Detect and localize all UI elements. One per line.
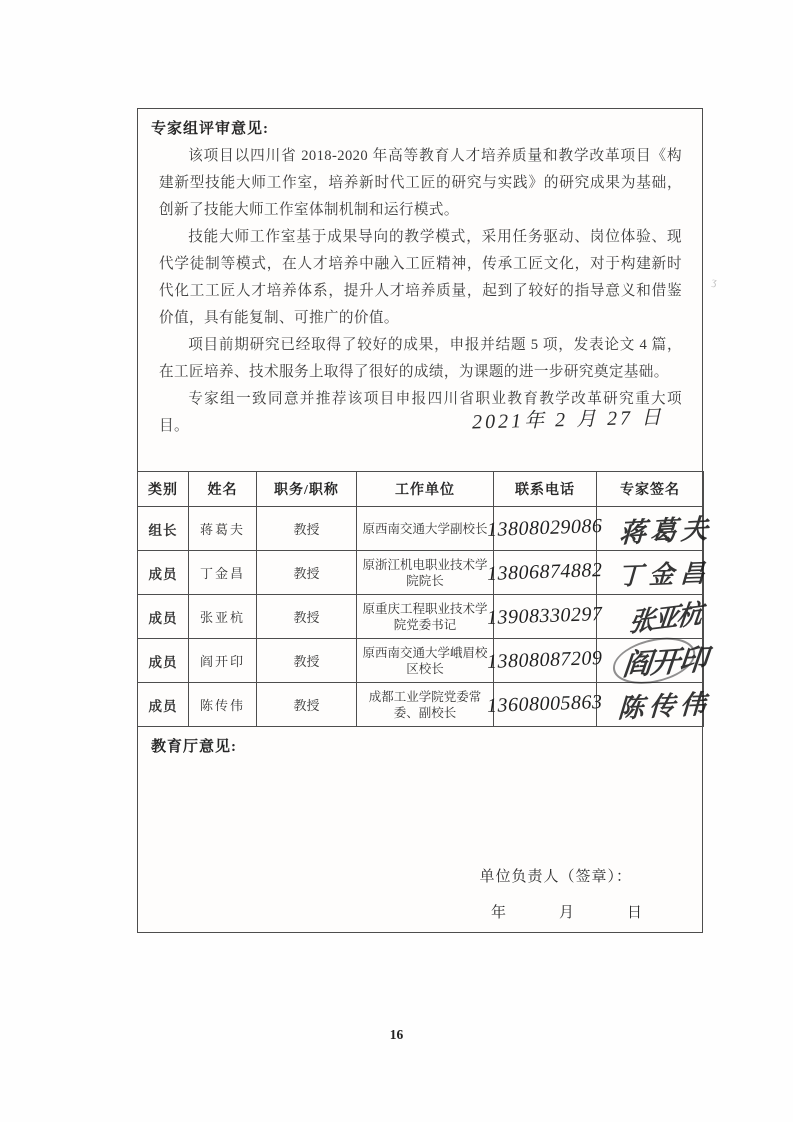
header-phone: 联系电话 xyxy=(494,472,597,507)
expert-opinion-section xyxy=(138,109,702,471)
handwritten-signature: 陈传伟 xyxy=(617,689,713,724)
table-header-row xyxy=(138,472,704,507)
page-number: 16 xyxy=(389,1027,404,1042)
scan-artifact: ʒ xyxy=(710,275,719,289)
cell-category: 组长 xyxy=(138,507,189,551)
cell-title: 教授 xyxy=(257,595,357,639)
handwritten-signature: 蒋葛夫 xyxy=(617,513,713,549)
year-month-day-line: 年 月 日 xyxy=(490,905,644,921)
cell-category: 成员 xyxy=(138,639,189,683)
table-row xyxy=(138,639,704,683)
cell-organization: 原西南交通大学峨眉校区校长 xyxy=(357,639,494,683)
cell-phone xyxy=(486,639,604,683)
opinion-paragraph: 项目前期研究已经取得了较好的成果，申报并结题 5 项，发表论文 4 篇，在工匠培养、技术服务上取得了很好的成绩，为课题的进一步研究奠定基础。 xyxy=(159,337,682,380)
review-form xyxy=(137,108,713,933)
experts-table xyxy=(137,471,713,727)
cell-category: 成员 xyxy=(138,551,189,595)
header-title: 职务/职称 xyxy=(257,472,357,507)
handwritten-date: 2021年 2 月 27 日 xyxy=(471,406,665,434)
handwritten-phone: 13908330297 xyxy=(486,602,604,630)
cell-title: 教授 xyxy=(257,639,357,683)
department-opinion-title: 教育厅意见: xyxy=(151,739,237,755)
cell-name: 阎开印 xyxy=(189,639,257,683)
header-name: 姓名 xyxy=(189,472,257,507)
handwritten-signature: 阎开印 xyxy=(621,637,709,684)
department-opinion-section xyxy=(138,727,702,934)
handwritten-phone: 13608005863 xyxy=(486,690,604,718)
header-signature: 专家签名 xyxy=(597,472,704,507)
expert-opinion-body xyxy=(151,143,682,440)
cell-name: 张亚杭 xyxy=(189,595,257,639)
cell-phone xyxy=(486,595,604,639)
unit-responsible-signature-label: 单位负责人（签章）： xyxy=(479,869,632,885)
handwritten-signature: 张亚杭 xyxy=(627,599,703,638)
cell-name: 丁金昌 xyxy=(189,551,257,595)
cell-signature xyxy=(597,683,713,727)
cell-phone xyxy=(486,507,604,551)
handwritten-phone: 13808029086 xyxy=(486,514,604,542)
handwritten-signature: 丁金昌 xyxy=(617,559,712,591)
cell-signature xyxy=(597,551,712,595)
cell-title: 教授 xyxy=(257,551,357,595)
opinion-paragraph: 技能大师工作室基于成果导向的教学模式，采用任务驱动、岗位体验、现代学徒制等模式，在人才培养中融入工匠精神，传承工匠文化，对于构建新时代化工工匠人才培养体系，提升人才培养质量，起到了较好的指导意义和借鉴价值，具有能复制、可推广的价值。 xyxy=(159,229,682,326)
cell-category: 成员 xyxy=(138,683,189,727)
cell-signature xyxy=(597,595,704,639)
table-row xyxy=(138,507,704,551)
handwritten-phone: 13806874882 xyxy=(486,558,604,586)
cell-phone xyxy=(486,551,604,595)
cell-organization: 成都工业学院党委常委、副校长 xyxy=(357,683,494,727)
header-organization: 工作单位 xyxy=(357,472,494,507)
cell-phone xyxy=(486,683,604,727)
cell-signature xyxy=(597,639,709,683)
cell-title: 教授 xyxy=(257,683,357,727)
cell-name: 蒋葛夫 xyxy=(189,507,257,551)
table-row xyxy=(138,595,704,639)
table-row xyxy=(138,551,704,595)
opinion-paragraph: 该项目以四川省 2018-2020 年高等教育人才培养质量和教学改革项目《构建新型技能大师工作室，培养新时代工匠的研究与实践》的研究成果为基础，创新了技能大师工作室体制机制和运行模式。 xyxy=(159,148,682,218)
cell-category: 成员 xyxy=(138,595,189,639)
expert-opinion-title: 专家组评审意见: xyxy=(151,121,269,137)
opinion-paragraph: 专家组一致同意并推荐该项目申报四川省职业教育教学改革研究重大项目。 xyxy=(159,391,682,434)
table-row xyxy=(138,683,704,727)
handwritten-phone: 13808087209 xyxy=(486,646,604,674)
cell-organization: 原西南交通大学副校长 xyxy=(357,507,494,551)
cell-name: 陈传伟 xyxy=(189,683,257,727)
cell-organization: 原浙江机电职业技术学院院长 xyxy=(357,551,494,595)
header-category: 类别 xyxy=(138,472,189,507)
cell-title: 教授 xyxy=(257,507,357,551)
cell-organization: 原重庆工程职业技术学院党委书记 xyxy=(357,595,494,639)
cell-signature xyxy=(597,507,713,551)
